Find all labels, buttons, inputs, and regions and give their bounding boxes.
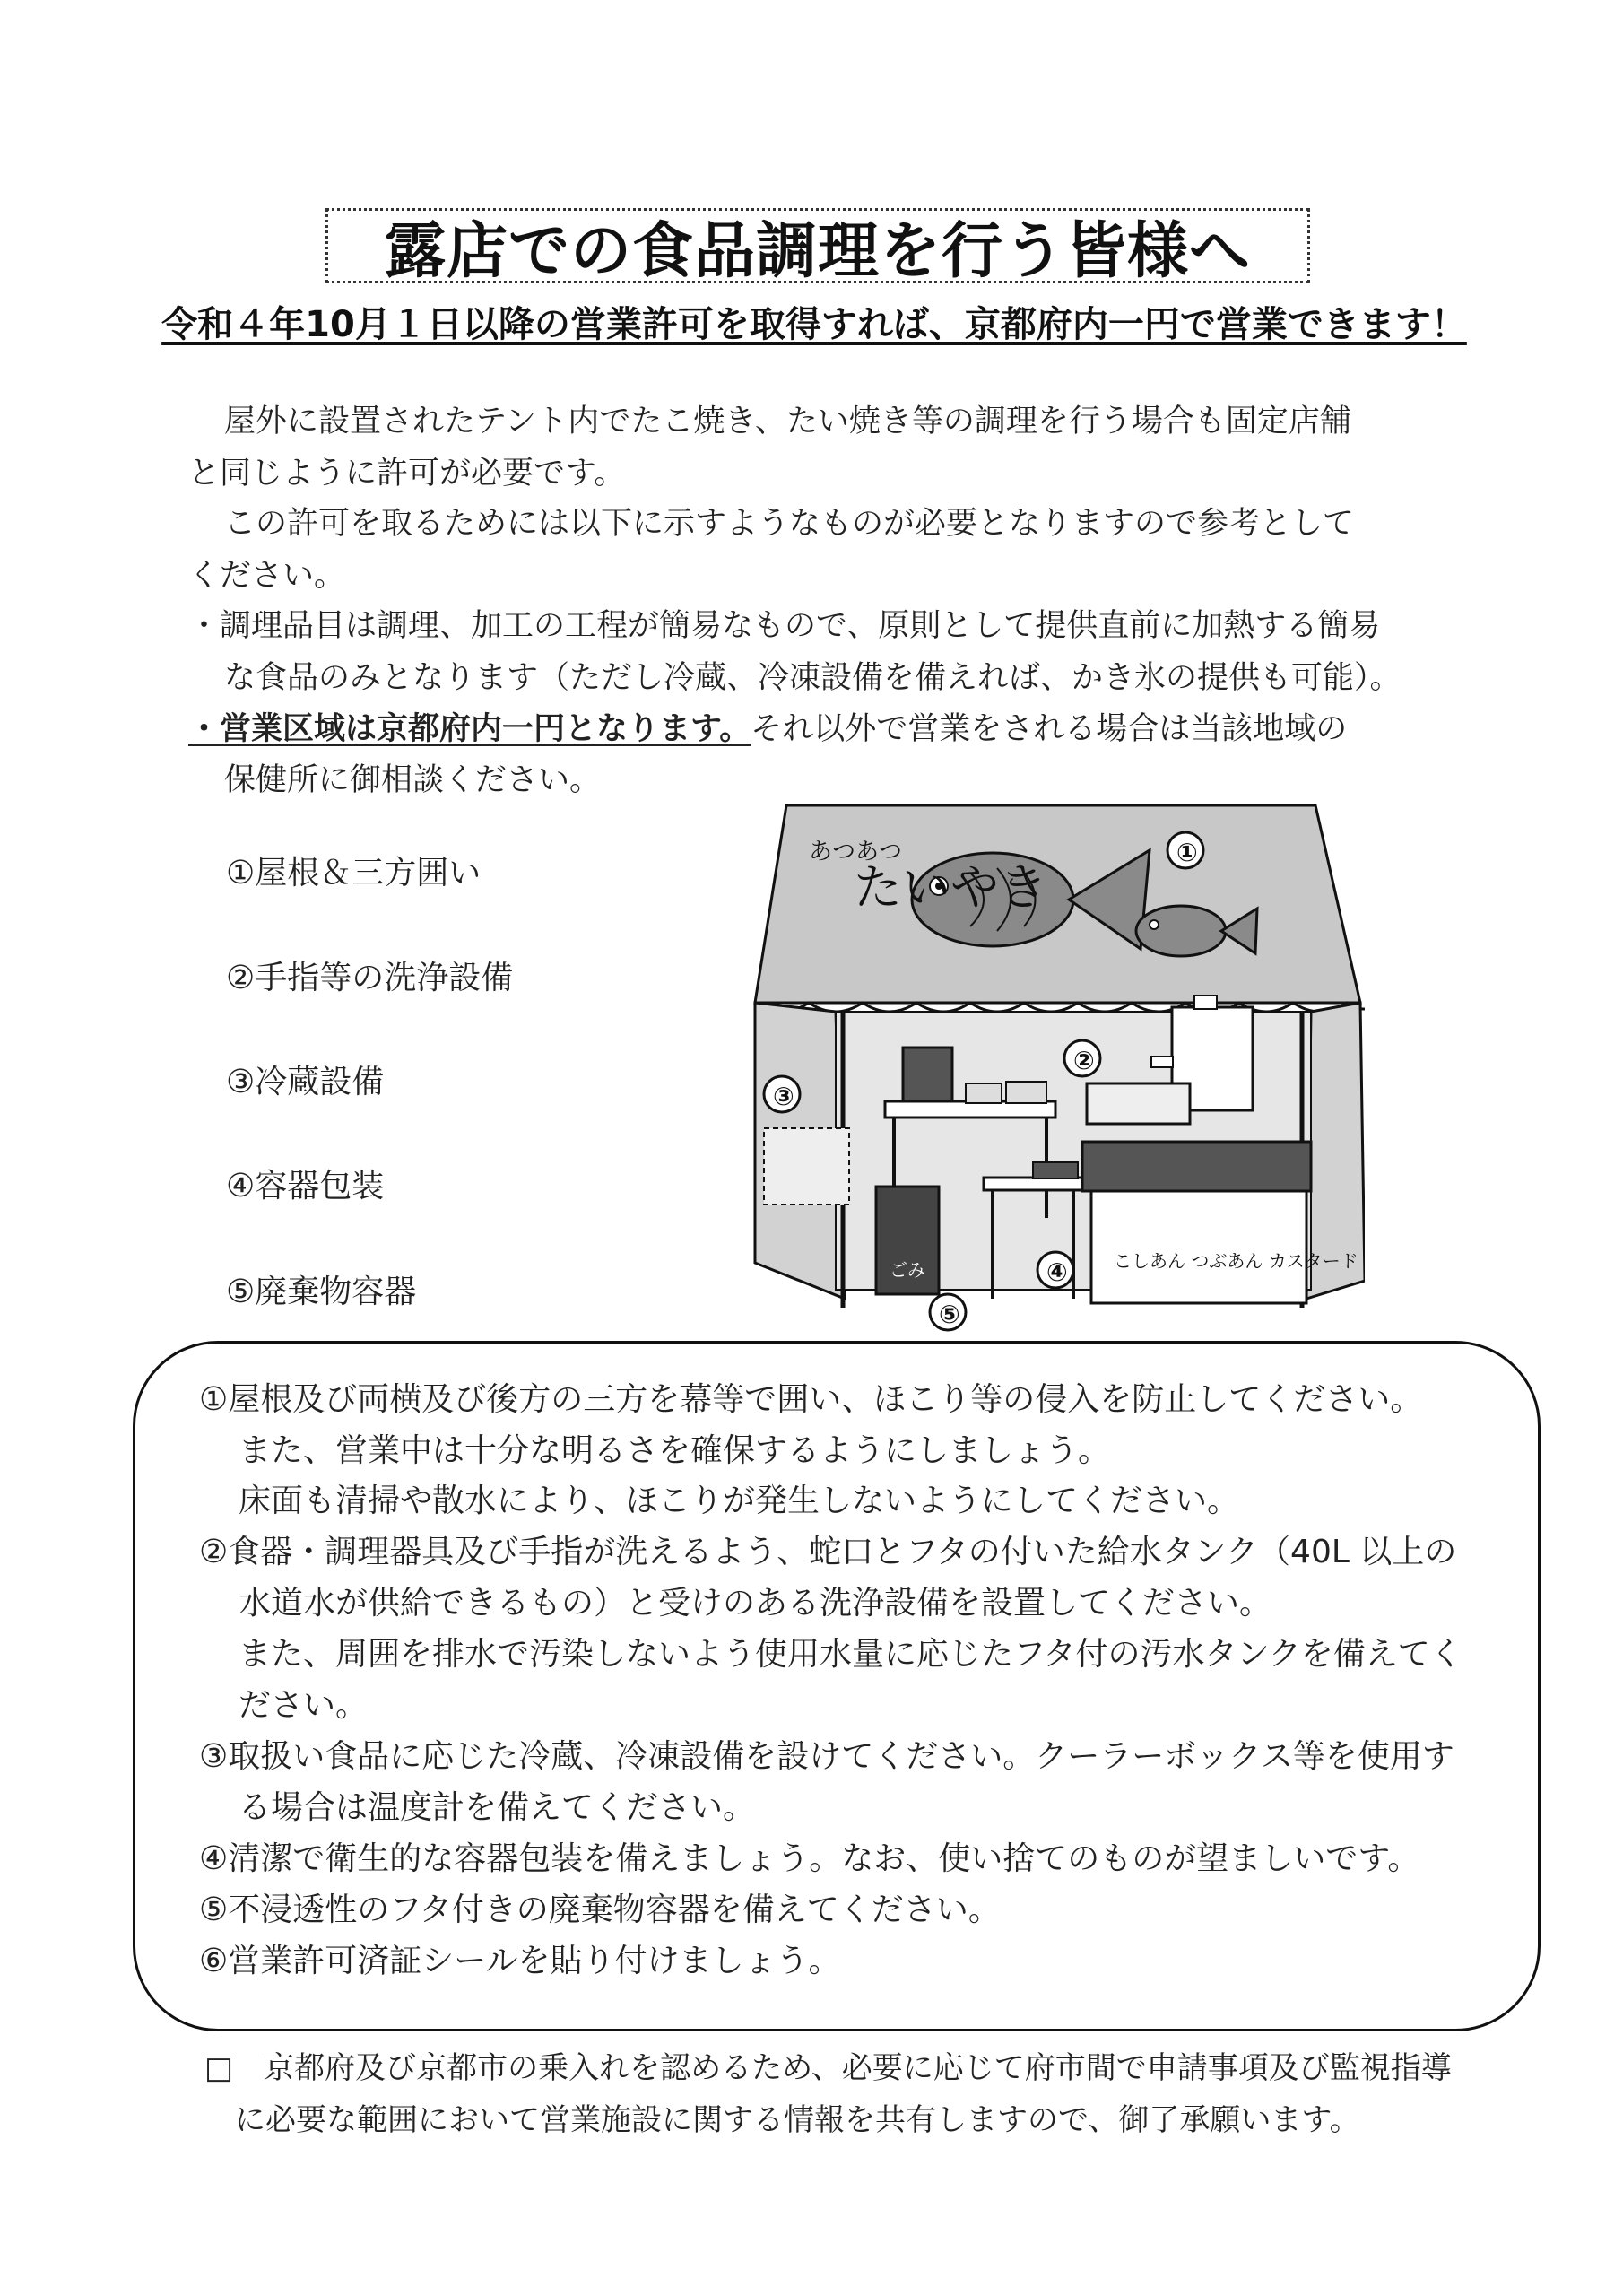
note-1: ①屋根及び両横及び後方の三方を幕等で囲い、ほこり等の侵入を防止してください。 xyxy=(199,1381,1423,1418)
note-2d: ださい。 xyxy=(239,1687,369,1724)
item-container: ④容器包装 xyxy=(226,1168,385,1205)
title-box xyxy=(325,208,1310,287)
note-1c: 床面も清掃や散水により、ほこりが発生しないようにしてください。 xyxy=(239,1483,1240,1519)
illus-label-2: ② xyxy=(1073,1046,1095,1075)
item-roof: ①屋根＆三方囲い xyxy=(226,855,482,891)
note-5: ⑤不浸透性のフタ付きの廃棄物容器を備えてください。 xyxy=(199,1892,1001,1928)
note-3b: る場合は温度計を備えてください。 xyxy=(239,1789,756,1826)
note-2c: また、周囲を排水で汚染しないよう使用水量に応じたフタ付の汚水タンクを備えてく xyxy=(239,1636,1462,1673)
illus-label-3: ③ xyxy=(773,1082,794,1111)
note-6: ⑥営業許可済証シールを貼り付けましょう。 xyxy=(199,1943,841,1979)
area-note-line xyxy=(188,704,1347,749)
bin-text: ごみ xyxy=(890,1259,925,1281)
area-note-line-2: 保健所に御相談ください。 xyxy=(224,762,602,798)
footer-line-1: □ 京都府及び京都市の乗入れを認めるため、必要に応じて府市間で申請事項及び監視指導 xyxy=(204,2050,1452,2086)
note-2: ②食器・調理器具及び手指が洗えるよう、蛇口とフタの付いた給水タンク（40L 以上の xyxy=(199,1534,1457,1570)
intro-line-5: ・調理品目は調理、加工の工程が簡易なもので、原則として提供直前に加熱する簡易 xyxy=(188,608,1381,644)
note-4: ④清潔で衛生的な容器包装を備えましょう。なお、使い捨てのものが望ましいです。 xyxy=(199,1840,1420,1877)
item-fridge: ③冷蔵設備 xyxy=(226,1064,385,1100)
intro-line-3: この許可を取るためには以下に示すようなものが必要となりますので参考として xyxy=(224,506,1355,542)
page-subtitle: 令和４年10月１日以降の営業許可を取得すれば、京都府内一円で営業できます！ xyxy=(161,304,1467,345)
area-note-bold: ・営業区域は京都府内一円となります。 xyxy=(188,711,751,747)
banner-text: たいやき xyxy=(854,859,1047,916)
item-wash: ②手指等の洗浄設備 xyxy=(226,960,514,996)
illus-label-1: ① xyxy=(1176,838,1198,867)
stall-illustration xyxy=(737,796,1365,1333)
note-1b: また、営業中は十分な明るさを確保するようにしましょう。 xyxy=(239,1432,1111,1469)
illus-label-4: ④ xyxy=(1046,1257,1068,1287)
page-title: 露店での食品調理を行う皆様へ xyxy=(384,215,1251,287)
footer-line-2: に必要な範囲において営業施設に関する情報を共有しますので、御了承願います。 xyxy=(235,2102,1360,2138)
intro-line-2: と同じように許可が必要です。 xyxy=(188,456,626,491)
intro-line-4: ください。 xyxy=(188,558,346,594)
banner-small-text: あつあつ xyxy=(809,839,903,865)
intro-line-1: 屋外に設置されたテント内でたこ焼き、たい焼き等の調理を行う場合も固定店舗 xyxy=(224,404,1351,439)
intro-line-6: な食品のみとなります（ただし冷蔵、冷凍設備を備えれば、かき氷の提供も可能）。 xyxy=(224,660,1402,696)
flavor-text: こしあん つぶあん カスタード xyxy=(1114,1250,1358,1272)
note-3: ③取扱い食品に応じた冷蔵、冷凍設備を設けてください。クーラーボックス等を使用す xyxy=(199,1738,1454,1775)
note-2b: 水道水が供給できるもの）と受けのある洗浄設備を設置してください。 xyxy=(239,1585,1272,1622)
illus-label-5: ⑤ xyxy=(939,1300,960,1329)
area-note-rest: それ以外で営業をされる場合は当該地域の xyxy=(751,711,1348,747)
item-waste: ⑤廃棄物容器 xyxy=(226,1274,417,1310)
